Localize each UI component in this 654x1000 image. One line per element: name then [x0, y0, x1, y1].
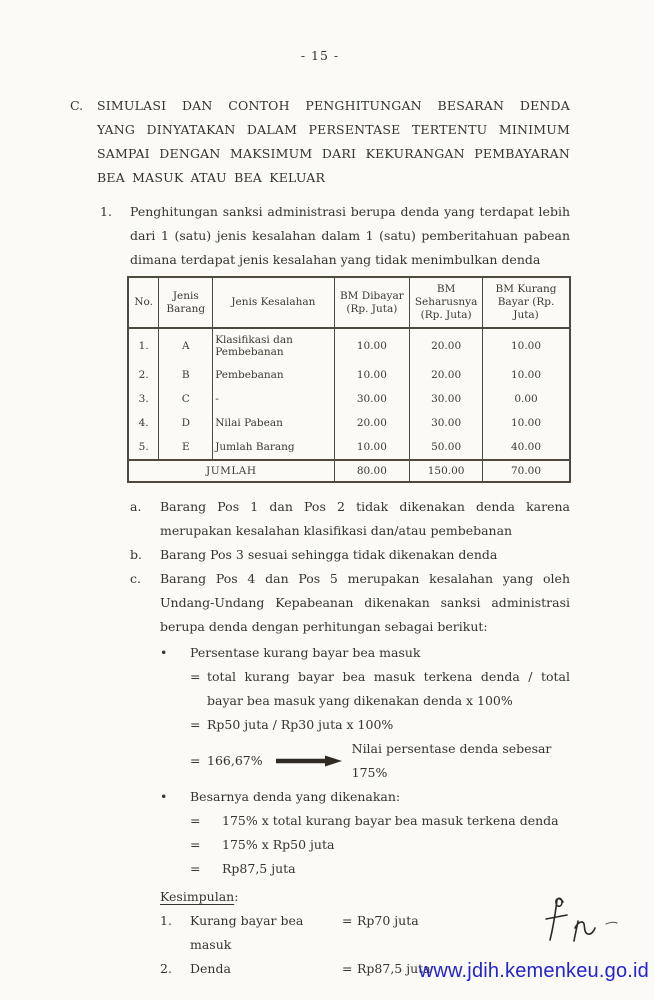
- equation-text: Rp87,5 juta: [222, 861, 296, 876]
- cell-dibayar: 20.00: [334, 411, 410, 435]
- note-b-label: b.: [130, 547, 142, 562]
- notes-list: [130, 495, 570, 639]
- cell-kurang: 10.00: [483, 363, 570, 387]
- cell-dibayar: 30.00: [334, 387, 410, 411]
- percentage-result: 166,67%: [207, 753, 263, 768]
- cell-barang: E: [159, 435, 213, 460]
- col-header-bm-seharusnya: BM Seharusnya (Rp. Juta): [410, 277, 483, 328]
- cell-barang: D: [159, 411, 213, 435]
- equation-line: [190, 713, 570, 737]
- total-dibayar: 80.00: [334, 460, 410, 482]
- equals-sign: =: [190, 753, 201, 768]
- cell-no: 5.: [128, 435, 159, 460]
- equation-text: 175% x total kurang bayar bea masuk terkena denda: [222, 813, 559, 828]
- kesimpulan-item: [160, 909, 570, 957]
- cell-barang: C: [159, 387, 213, 411]
- total-seharusnya: 150.00: [410, 460, 483, 482]
- cell-barang: B: [159, 363, 213, 387]
- equals-sign: =: [190, 861, 201, 876]
- page-number: - 15 -: [300, 48, 340, 63]
- note-c-text: Barang Pos 4 dan Pos 5 merupakan kesalahan yang oleh Undang-Undang Kepabeanan dikenakan sanksi administrasi berupa denda dengan perhitungan sebagai berikut:: [160, 571, 570, 634]
- cell-seharusnya: 50.00: [410, 435, 483, 460]
- table-row: [128, 363, 570, 387]
- note-b: [130, 543, 570, 567]
- equals-sign: =: [190, 837, 201, 852]
- cell-seharusnya: 20.00: [410, 363, 483, 387]
- col-header-no: No.: [128, 277, 159, 328]
- kesimpulan-item-label: Denda: [190, 961, 231, 976]
- signature-mark: [536, 894, 628, 952]
- equation-text: 175% x Rp50 juta: [222, 837, 335, 852]
- cell-no: 4.: [128, 411, 159, 435]
- bullet-icon: •: [160, 789, 168, 804]
- cell-kurang: 40.00: [483, 435, 570, 460]
- note-a-text: Barang Pos 1 dan Pos 2 tidak dikenakan denda karena merupakan kesalahan klasifikasi dan/atau pembebanan: [160, 499, 570, 538]
- numbered-item-1: [100, 200, 570, 272]
- table-row: [128, 387, 570, 411]
- kesimpulan-item-value: Rp87,5 juta: [357, 961, 431, 976]
- cell-kesalahan: Jumlah Barang: [213, 435, 334, 460]
- kesimpulan-heading: Kesimpulan: [160, 889, 235, 904]
- arrow-note: Nilai persentase denda sebesar 175%: [351, 741, 552, 780]
- cell-kurang: 10.00: [483, 328, 570, 363]
- cell-kurang: 0.00: [483, 387, 570, 411]
- bullet-percentage-title: Persentase kurang bayar bea masuk: [190, 645, 421, 660]
- equation-line: [190, 857, 570, 881]
- equation-line: [190, 665, 570, 713]
- col-header-jenis-barang: Jenis Barang: [159, 277, 213, 328]
- note-c: [130, 567, 570, 639]
- cell-seharusnya: 30.00: [410, 411, 483, 435]
- right-arrow-icon: [275, 755, 343, 767]
- numbered-item-1-text: Penghitungan sanksi administrasi berupa denda yang terdapat lebih dari 1 (satu) jenis kesalahan dalam 1 (satu) pemberitahuan pabean dimana terdapat jenis kesalahan yang tidak menimbulkan denda: [130, 204, 570, 267]
- cell-dibayar: 10.00: [334, 363, 410, 387]
- bullet-percentage: [160, 641, 570, 785]
- cell-kesalahan: Klasifikasi dan Pembebanan: [213, 328, 334, 363]
- note-a-label: a.: [130, 499, 142, 514]
- section-c-label: C.: [70, 98, 84, 113]
- cell-no: 3.: [128, 387, 159, 411]
- cell-barang: A: [159, 328, 213, 363]
- kesimpulan-item-label: Kurang bayar bea masuk: [190, 913, 304, 952]
- kesimpulan-item-no: 1.: [160, 913, 172, 928]
- equation-line-result: [190, 737, 570, 785]
- bullet-denda-title: Besarnya denda yang dikenakan:: [190, 789, 401, 804]
- cell-kurang: 10.00: [483, 411, 570, 435]
- cell-kesalahan: -: [213, 387, 334, 411]
- cell-kesalahan: Pembebanan: [213, 363, 334, 387]
- jdih-kemenkeu-watermark-link[interactable]: www.jdih.kemenkeu.go.id: [418, 960, 649, 982]
- cell-seharusnya: 30.00: [410, 387, 483, 411]
- equals-sign: =: [190, 717, 201, 732]
- table-row: [128, 435, 570, 460]
- equals-sign: =: [342, 913, 353, 928]
- equation-line: [190, 833, 570, 857]
- cell-dibayar: 10.00: [334, 328, 410, 363]
- equals-sign: =: [190, 669, 201, 684]
- calculation-bullets: [160, 641, 570, 881]
- note-b-text: Barang Pos 3 sesuai sehingga tidak dikenakan denda: [160, 547, 498, 562]
- cell-kesalahan: Nilai Pabean: [213, 411, 334, 435]
- total-label: JUMLAH: [128, 460, 334, 482]
- cell-dibayar: 10.00: [334, 435, 410, 460]
- cell-no: 1.: [128, 328, 159, 363]
- col-header-bm-dibayar: BM Dibayar (Rp. Juta): [334, 277, 410, 328]
- kesimpulan-item-value: Rp70 juta: [357, 913, 419, 928]
- section-c-heading: SIMULASI DAN CONTOH PENGHITUNGAN BESARAN DENDA YANG DINYATAKAN DALAM PERSENTASE TERTENTU MINIMUM SAMPAI DENGAN MAKSIMUM DARI KEKURANGAN PEMBAYARAN BEA MASUK ATAU BEA KELUAR: [97, 98, 570, 185]
- table-row: [128, 328, 570, 363]
- equals-sign: =: [190, 813, 201, 828]
- total-kurang: 70.00: [483, 460, 570, 482]
- col-header-bm-kurang-bayar: BM Kurang Bayar (Rp. Juta): [483, 277, 570, 328]
- equation-text: total kurang bayar bea masuk terkena denda / total bayar bea masuk yang dikenakan denda x 100%: [207, 669, 570, 708]
- kesimpulan-colon: :: [234, 889, 239, 904]
- equation-text: Rp50 juta / Rp30 juta x 100%: [207, 717, 394, 732]
- cell-seharusnya: 20.00: [410, 328, 483, 363]
- section-c: [70, 94, 570, 190]
- note-a: [130, 495, 570, 543]
- bullet-icon: •: [160, 645, 168, 660]
- col-header-jenis-kesalahan: Jenis Kesalahan: [213, 277, 334, 328]
- equation-line: [190, 809, 570, 833]
- kesimpulan-heading-line: [160, 885, 570, 909]
- table-total-row: [128, 460, 570, 482]
- note-c-label: c.: [130, 571, 141, 586]
- cell-no: 2.: [128, 363, 159, 387]
- equals-sign: =: [342, 961, 353, 976]
- bullet-denda: [160, 785, 570, 881]
- table-header-row: [128, 277, 570, 328]
- numbered-item-1-label: 1.: [100, 204, 112, 219]
- kesimpulan-item-no: 2.: [160, 961, 172, 976]
- table-row: [128, 411, 570, 435]
- simulation-table: [127, 276, 571, 483]
